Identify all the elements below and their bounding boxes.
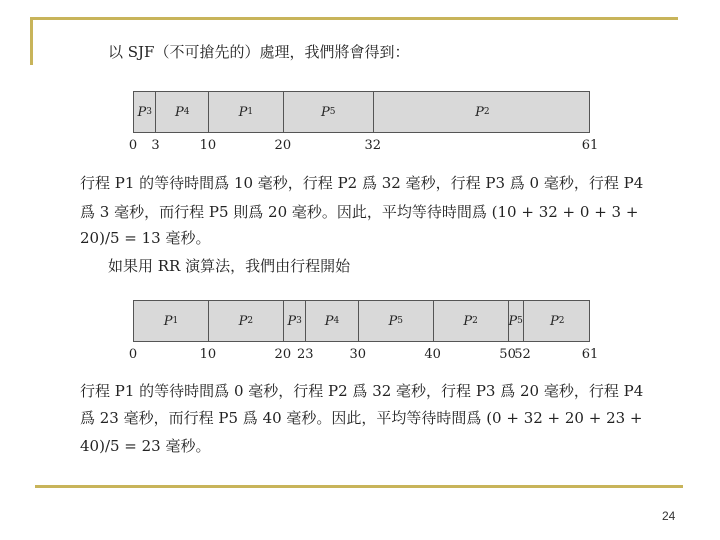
paragraph-rr-line-1: 行程 P1 的等待時間爲 0 毫秒，行程 P2 爲 32 毫秒，行程 P3 爲 20 毫秒，行程 P4 bbox=[80, 382, 644, 400]
gantt-tick-label: 10 bbox=[199, 347, 217, 362]
gantt-cell-subscript: 2 bbox=[247, 316, 254, 326]
gantt-cell-subscript: 5 bbox=[517, 316, 523, 326]
paragraph-sjf-line-1: 行程 P1 的等待時間爲 10 毫秒，行程 P2 爲 32 毫秒，行程 P3 爲 0 毫秒，行程 P4 bbox=[80, 174, 644, 192]
gantt-cell-p4 bbox=[156, 92, 208, 132]
gantt-cell-label: P bbox=[174, 104, 184, 120]
gantt-cell-label: P bbox=[463, 313, 473, 329]
gantt-cell-label: P bbox=[163, 313, 173, 329]
gantt-tick-label: 23 bbox=[297, 347, 314, 362]
gantt-cell-p1 bbox=[209, 92, 284, 132]
accent-bar-left bbox=[30, 17, 33, 65]
accent-bar-top bbox=[30, 17, 678, 20]
gantt-tick-label: 3 bbox=[151, 138, 160, 153]
gantt-cell-subscript: 5 bbox=[397, 316, 403, 326]
gantt-cell-subscript: 5 bbox=[329, 107, 336, 117]
paragraph-rr-line-3: 40)/5 = 23 毫秒。 bbox=[80, 437, 211, 455]
gantt-cell-label: P bbox=[508, 313, 518, 329]
gantt-cell-subscript: 1 bbox=[247, 107, 254, 117]
gantt-cell-p2 bbox=[524, 301, 591, 341]
gantt-tick-label: 52 bbox=[514, 347, 531, 362]
gantt-chart-rr bbox=[133, 300, 590, 342]
gantt-tick-label: 40 bbox=[424, 347, 441, 362]
gantt-chart-sjf bbox=[133, 91, 590, 133]
gantt-cell-p5 bbox=[509, 301, 524, 341]
gantt-tick-label: 10 bbox=[199, 138, 217, 153]
paragraph-sjf-line-2: 爲 3 毫秒，而行程 P5 則爲 20 毫秒。因此，平均等待時間爲 (10 + 32 + 0 + 3 + bbox=[80, 203, 639, 221]
gantt-tick-label: 32 bbox=[364, 138, 382, 153]
gantt-cell-p2 bbox=[209, 301, 284, 341]
gantt-tick-label: 30 bbox=[349, 347, 367, 362]
gantt-cell-p2 bbox=[374, 92, 591, 132]
gantt-cell-subscript: 3 bbox=[296, 316, 302, 326]
paragraph-rr-line-2: 爲 23 毫秒，而行程 P5 爲 40 毫秒。因此，平均等待時間爲 (0 + 32 + 20 + 23 + bbox=[80, 409, 643, 427]
gantt-cell-subscript: 4 bbox=[333, 316, 340, 326]
gantt-cell-subscript: 2 bbox=[558, 316, 565, 326]
gantt-cell-subscript: 1 bbox=[172, 316, 179, 326]
accent-bar-bottom bbox=[35, 485, 683, 488]
intro-sjf: 以 SJF（不可搶先的）處理，我們將會得到： bbox=[108, 43, 410, 61]
gantt-tick-label: 0 bbox=[128, 347, 138, 362]
gantt-cell-p2 bbox=[434, 301, 509, 341]
gantt-cell-p5 bbox=[359, 301, 434, 341]
gantt-cell-label: P bbox=[287, 313, 297, 329]
gantt-tick-label: 20 bbox=[274, 347, 292, 362]
intro-rr: 如果用 RR 演算法，我們由行程開始 bbox=[108, 257, 351, 275]
gantt-cell-p1 bbox=[134, 301, 209, 341]
gantt-cell-p5 bbox=[284, 92, 374, 132]
gantt-cell-label: P bbox=[388, 313, 398, 329]
gantt-tick-label: 0 bbox=[128, 138, 138, 153]
gantt-cell-label: P bbox=[475, 104, 484, 120]
gantt-cell-label: P bbox=[137, 104, 147, 120]
gantt-cell-label: P bbox=[238, 104, 248, 120]
gantt-cell-p4 bbox=[306, 301, 358, 341]
gantt-cell-subscript: 2 bbox=[472, 316, 478, 326]
gantt-cell-subscript: 4 bbox=[183, 107, 190, 117]
gantt-cell-p3 bbox=[284, 301, 306, 341]
gantt-cell-label: P bbox=[238, 313, 248, 329]
gantt-cell-label: P bbox=[324, 313, 334, 329]
paragraph-sjf-line-3: 20)/5 = 13 毫秒。 bbox=[80, 229, 211, 247]
gantt-cell-label: P bbox=[550, 313, 559, 329]
gantt-cell-label: P bbox=[321, 104, 330, 120]
gantt-tick-label: 61 bbox=[581, 138, 599, 153]
gantt-cell-p3 bbox=[134, 92, 156, 132]
gantt-tick-label: 20 bbox=[274, 138, 292, 153]
gantt-tick-label: 50 bbox=[499, 347, 516, 362]
gantt-tick-label: 61 bbox=[581, 347, 599, 362]
page-number: 24 bbox=[662, 509, 676, 523]
gantt-cell-subscript: 2 bbox=[483, 107, 490, 117]
gantt-cell-subscript: 3 bbox=[146, 107, 152, 117]
